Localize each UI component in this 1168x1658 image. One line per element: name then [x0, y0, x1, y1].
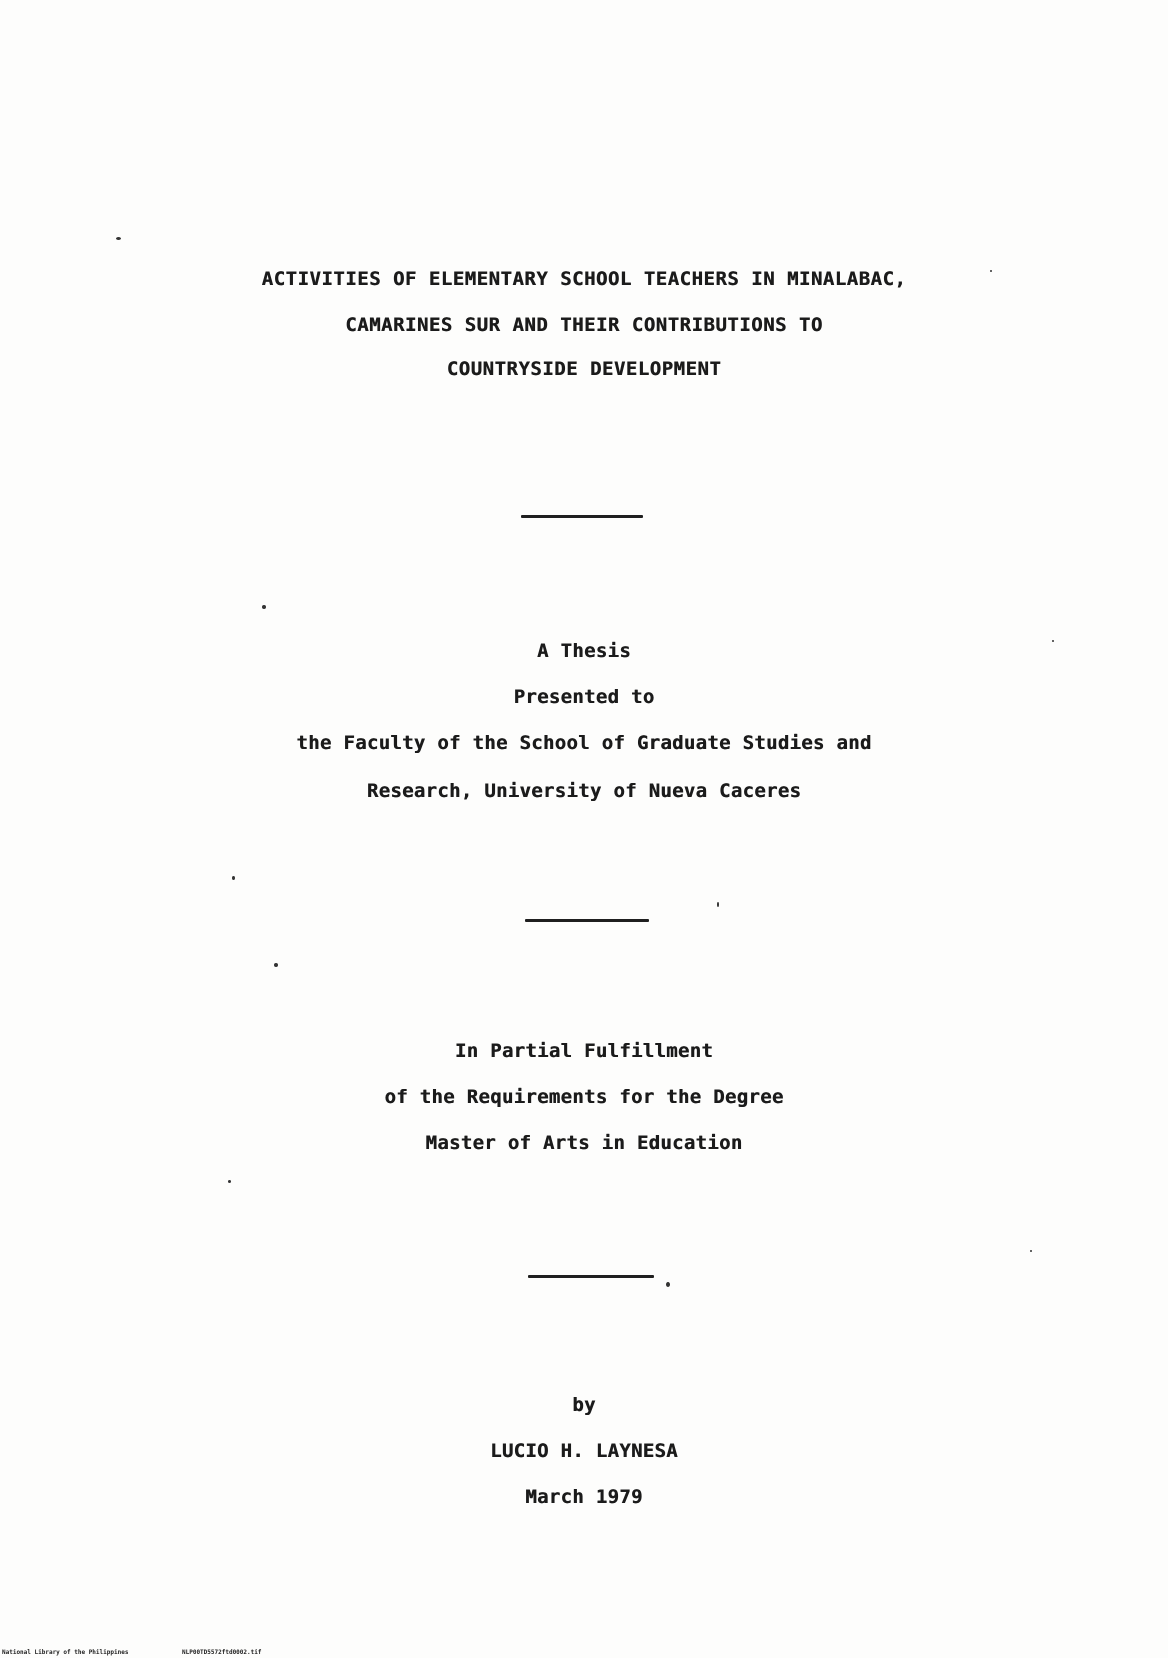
requirements-line: of the Requirements for the Degree [384, 1086, 784, 1108]
scan-speck [262, 605, 266, 609]
scan-speck [274, 963, 278, 967]
presented-to-line: Presented to [513, 686, 655, 708]
university-line: Research, University of Nueva Caceres [366, 780, 802, 802]
scan-speck [232, 876, 235, 880]
separator-rule-3 [528, 1275, 654, 1278]
separator-rule-2 [525, 919, 649, 922]
scan-speck [1052, 640, 1054, 642]
separator-rule-1 [521, 515, 643, 518]
thesis-title-line-2: CAMARINES SUR AND THEIR CONTRIBUTIONS TO [345, 314, 823, 336]
degree-line: Master of Arts in Education [425, 1132, 743, 1154]
footer-library-label: National Library of the Philippines [2, 1649, 129, 1656]
scan-speck [990, 270, 992, 272]
author-name: LUCIO H. LAYNESA [490, 1440, 678, 1462]
scan-speck [228, 1180, 231, 1183]
thesis-title-line-1: ACTIVITIES OF ELEMENTARY SCHOOL TEACHERS IN MINALABAC, [261, 268, 907, 290]
by-label: by [572, 1394, 596, 1416]
scan-speck [116, 237, 121, 240]
footer-file-name: NLP00TD5572ftd0002.tif [182, 1649, 262, 1656]
thesis-label: A Thesis [537, 640, 631, 662]
partial-fulfillment-line: In Partial Fulfillment [454, 1040, 714, 1062]
scan-speck [717, 902, 719, 907]
faculty-line: the Faculty of the School of Graduate Studies and [296, 732, 872, 754]
thesis-title-line-3: COUNTRYSIDE DEVELOPMENT [446, 358, 722, 380]
submission-date: March 1979 [525, 1486, 643, 1508]
scan-speck [1030, 1250, 1032, 1252]
scan-speck [666, 1282, 670, 1287]
